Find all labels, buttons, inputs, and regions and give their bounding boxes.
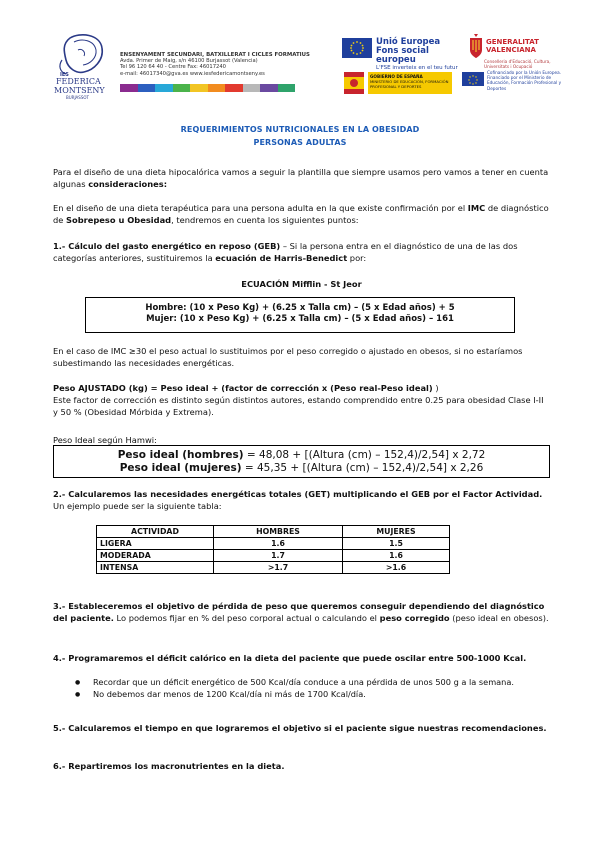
- adjusted-weight-close: ): [432, 383, 439, 393]
- hamwi-women-formula: = 45,35 + [(Altura (cm) – 152,4)/2,54] x 2,26: [241, 462, 484, 474]
- table-header-women: MUJERES: [343, 526, 450, 538]
- imc-note: En el caso de IMC ≥30 el peso actual lo sustituimos por el peso corregido o ajustado en obesos, si no estaríamos subestimando las necesidades energéticas.: [53, 346, 523, 369]
- table-row: [97, 562, 450, 574]
- table-cell-women: 1.6: [343, 550, 450, 562]
- school-address: Avda. Primer de Maig, s/n 46100 Burjassot (Valencia): [120, 58, 258, 65]
- school-phone: Tel 96 120 64 40 - Centre Fax: 46017240: [120, 64, 226, 71]
- point-3-text-1: Lo podemos fijar en % del peso corporal actual o calculando el: [113, 613, 380, 624]
- hamwi-box: [53, 445, 550, 478]
- gva-subtitle: Conselleria d'Educació, Cultura, Universitats i Ocupació: [484, 59, 551, 69]
- gva-crest-icon: [468, 34, 484, 60]
- equation-box: [85, 297, 515, 333]
- intro-paragraph: [53, 166, 550, 190]
- point-2-text: Un ejemplo puede ser la siguiente tabla:: [53, 501, 222, 512]
- list-item: ● No debemos dar menos de 1200 Kcal/día ni más de 1700 Kcal/día.: [75, 689, 550, 701]
- point-1-bold-equation: ecuación de Harris-Benedict: [215, 253, 348, 264]
- eu-flag-icon: [342, 38, 372, 58]
- point-3: [53, 600, 550, 624]
- point-3-bold-corrected: peso corregido: [379, 613, 450, 624]
- context-paragraph: [53, 202, 550, 226]
- gov-ministry-logo: [343, 68, 453, 98]
- hamwi-women-label: Peso ideal (mujeres): [119, 462, 242, 474]
- gva-name-2: VALENCIANA: [486, 46, 536, 54]
- gov-logo-label: GOBIERNO DE ESPAÑA: [370, 74, 423, 79]
- table-row: [97, 550, 450, 562]
- context-text-2: de diagnóstico de: [53, 203, 549, 226]
- context-text-3: , tendremos en cuenta los siguientes puntos:: [171, 215, 359, 226]
- point-6-heading: 6.- Repartiremos los macronutrientes en la dieta.: [53, 761, 285, 771]
- hamwi-label: Peso Ideal según Hamwi:: [53, 435, 157, 445]
- hamwi-men-label: Peso ideal (hombres): [117, 449, 244, 461]
- table-cell-women: 1.5: [343, 538, 450, 550]
- school-name: ENSENYAMENT SECUNDARI, BATXILLERAT I CICLES FORMATIUS: [120, 52, 310, 58]
- table-cell-men: 1.6: [214, 538, 343, 550]
- point-2: [53, 488, 550, 512]
- point-1-heading: 1.- Cálculo del gasto energético en reposo (GEB): [53, 241, 281, 251]
- gov-logo-sub: MINISTERIO DE EDUCACIÓN, FORMACIÓN PROFESIONAL Y DEPORTES: [370, 79, 449, 89]
- point-1: [53, 240, 550, 264]
- context-text-1: En el diseño de una dieta terapéutica para una persona adulta en la que existe confirmación por el: [53, 203, 468, 213]
- eu-flag-small-icon: [462, 72, 484, 86]
- context-bold-imc: IMC: [467, 203, 486, 213]
- hamwi-women: [54, 462, 549, 475]
- adjusted-weight: [53, 382, 550, 394]
- adjusted-weight-note: Este factor de corrección es distinto según distintos autores, estando comprendido entre 0.25 para obesidad Clase I-II y 50 % (Obesidad Mórbida y Extrema).: [53, 395, 544, 418]
- table-cell-activity: LIGERA: [97, 538, 214, 550]
- table-header-men: HOMBRES: [214, 526, 343, 538]
- school-logo: [50, 30, 120, 100]
- school-info: [120, 52, 320, 77]
- adjusted-weight-formula: Peso AJUSTADO (kg) = Peso ideal + (factor de corrección x (Peso real-Peso ideal): [53, 383, 433, 393]
- table-cell-women: >1.6: [343, 562, 450, 574]
- eu-title: Unió Europea: [376, 37, 441, 47]
- hamwi-men-formula: = 48,08 + [(Altura (cm) – 152,4)/2,54] x 2,72: [243, 449, 486, 461]
- gva-name: [486, 38, 566, 54]
- context-bold-diagnosis: Sobrepeso u Obesidad: [66, 215, 172, 226]
- table-header-row: [97, 526, 450, 538]
- equation-men: Hombre: (10 x Peso Kg) + (6.25 x Talla cm) – (5 x Edad años) + 5: [145, 303, 455, 313]
- document-title: REQUERIMIENTOS NUTRICIONALES EN LA OBESIDAD: [180, 125, 420, 134]
- school-logo-montseny: MONTSENY: [54, 86, 105, 95]
- school-logo-ies: IES: [60, 72, 69, 78]
- point-3-text-2: (peso ideal en obesos).: [449, 613, 549, 624]
- point-2-heading: 2.- Calcularemos las necesidades energéticas totales (GET) multiplicando el GEB por el Factor Actividad.: [53, 489, 543, 499]
- school-logo-town: BURJASSOT: [66, 95, 89, 100]
- table-cell-men: >1.7: [214, 562, 343, 574]
- activity-table: [96, 525, 450, 574]
- equation-women: Mujer: (10 x Peso Kg) + (6.25 x Talla cm) – (5 x Edad años) – 161: [146, 314, 454, 324]
- school-color-bar: [120, 84, 295, 92]
- point-1-text-1: – Si la persona entra en el diagnóstico de una de las dos categorías anteriores, sustituiremos la: [53, 241, 518, 264]
- eu-tagline: L'FSE inverteix en el teu futur: [376, 65, 458, 71]
- intro-bold: consideraciones:: [88, 179, 168, 190]
- table-cell-activity: INTENSA: [97, 562, 214, 574]
- eu-logo-text: [376, 38, 466, 71]
- list-item: ● Recordar que un déficit energético de 500 Kcal/día conduce a una pérdida de unos 500 g a la semana.: [75, 677, 550, 689]
- eu-subtitle: Fons social europeu: [376, 46, 429, 65]
- point-4-bullets: [75, 677, 550, 700]
- table-cell-men: 1.7: [214, 550, 343, 562]
- table-header-activity: ACTIVIDAD: [97, 526, 214, 538]
- point-5-heading: 5.- Calcularemos el tiempo en que lograremos el objetivo si el paciente sigue nuestras recomendaciones.: [53, 723, 547, 733]
- eu2-text: Cofinanciado por la Unión Europea. Financiado por el Ministerio de Educación, Formación Profesional y Deportes: [487, 70, 562, 91]
- table-row: [97, 538, 450, 550]
- gva-name-1: GENERALITAT: [486, 38, 539, 46]
- point-4-heading: 4.- Programaremos el déficit calórico en la dieta del paciente que puede oscilar entre 500-1000 Kcal.: [53, 653, 527, 663]
- table-cell-activity: MODERADA: [97, 550, 214, 562]
- school-logo-federica: FEDERICA: [56, 77, 101, 86]
- hamwi-men: [54, 449, 549, 462]
- point-3-heading: 3.- Estableceremos el objetivo de pérdida de peso que queremos conseguir dependiendo del diagnóstico del paciente.: [53, 601, 545, 624]
- school-web: e-mail: 46017340@gva.es www.iesfedericamontseny.es: [120, 70, 265, 77]
- document-subtitle: PERSONAS ADULTAS: [253, 138, 347, 147]
- intro-text: Para el diseño de una dieta hipocalórica vamos a seguir la plantilla que siempre usamos pero vamos a tener en cuenta algunas: [53, 167, 549, 190]
- point-1-text-2: por:: [347, 253, 367, 264]
- equation-title: ECUACIÓN Mifflin - St Jeor: [241, 279, 362, 289]
